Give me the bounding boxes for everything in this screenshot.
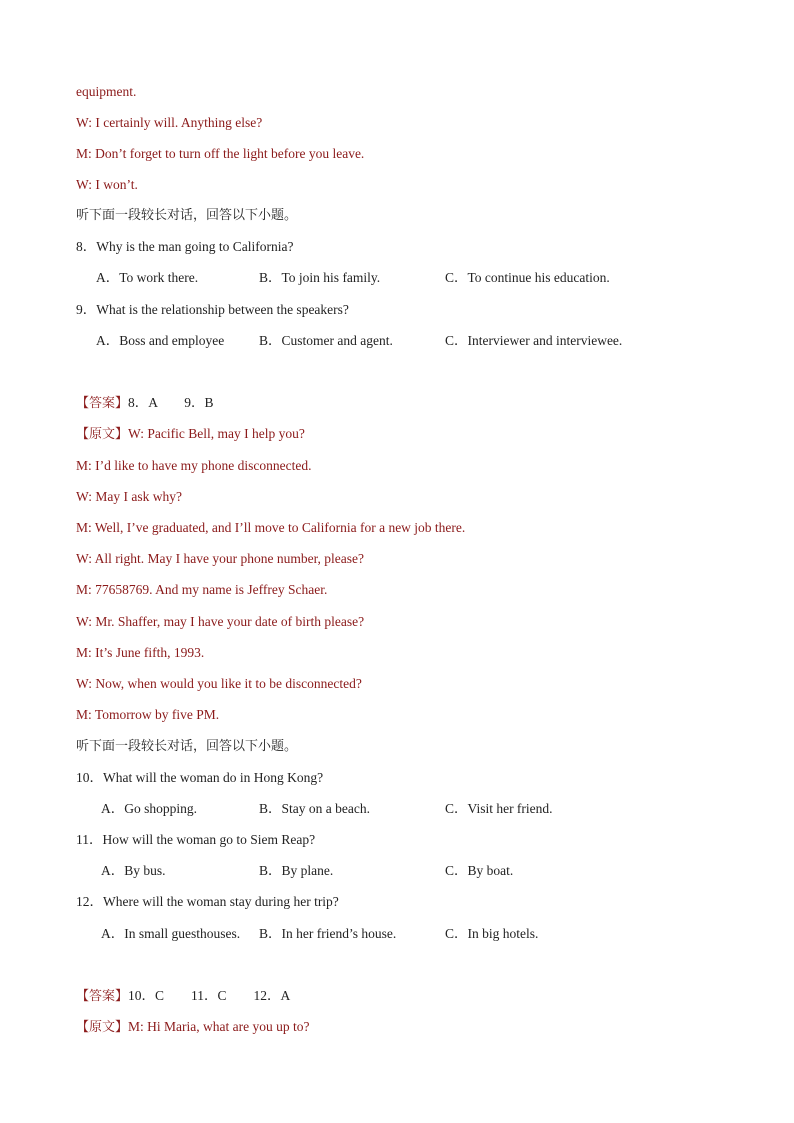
dialogue-line: W: I won’t. [76,177,138,192]
answer-line [76,987,290,1005]
dialogue-line: W: I certainly will. Anything else? [76,115,263,130]
question-stem: 10．What will the woman do in Hong Kong? [76,770,324,785]
transcript-line [76,425,305,443]
option-a: A．Go shopping. [101,801,198,816]
transcript-line: M: Tomorrow by five PM. [76,707,220,722]
option-b: B．Customer and agent. [259,333,393,348]
option-a: A．In small guesthouses. [101,926,241,941]
option-c: C．By boat. [445,863,514,878]
transcript-line [76,1018,309,1036]
option-a: A．Boss and employee [96,333,225,348]
transcript-line: W: Mr. Shaffer, may I have your date of birth please? [76,614,365,629]
transcript-text: M: Hi Maria, what are you up to? [128,1019,310,1034]
transcript-line: M: 77658769. And my name is Jeffrey Schaer. [76,582,328,597]
option-c: C．Interviewer and interviewee. [445,333,623,348]
option-b: B．In her friend’s house. [259,926,397,941]
question-stem: 12．Where will the woman stay during her trip? [76,894,339,909]
transcript-label: 【原文】 [76,1020,129,1035]
transcript-text: W: Pacific Bell, may I help you? [128,426,305,441]
question-stem: 8．Why is the man going to California? [76,239,294,254]
option-b: B．By plane. [259,863,334,878]
section-instruction: 听下面一段较长对话，回答以下小题。 [76,208,298,223]
option-b: B．Stay on a beach. [259,801,370,816]
option-c: C．Visit her friend. [445,801,553,816]
option-c: C．To continue his education. [445,270,610,285]
option-b: B．To join his family. [259,270,381,285]
dialogue-line: M: Don’t forget to turn off the light before you leave. [76,146,365,161]
question-stem: 9．What is the relationship between the speakers? [76,302,349,317]
answer-line [76,394,214,412]
option-a: A．To work there. [96,270,199,285]
option-a: A．By bus. [101,863,166,878]
transcript-line: M: I’d like to have my phone disconnected. [76,458,312,473]
transcript-label: 【原文】 [76,427,129,442]
transcript-line: W: May I ask why? [76,489,182,504]
dialogue-line: equipment. [76,84,137,99]
transcript-line: W: All right. May I have your phone number, please? [76,551,365,566]
transcript-line: W: Now, when would you like it to be disconnected? [76,676,362,691]
answer-text: 10．C 11．C 12．A [128,988,291,1003]
answer-text: 8．A 9．B [128,395,214,410]
answer-label: 【答案】 [76,396,129,411]
transcript-line: M: It’s June fifth, 1993. [76,645,205,660]
section-instruction: 听下面一段较长对话，回答以下小题。 [76,739,298,754]
answer-label: 【答案】 [76,989,129,1004]
transcript-line: M: Well, I’ve graduated, and I’ll move to California for a new job there. [76,520,466,535]
question-stem: 11．How will the woman go to Siem Reap? [76,832,316,847]
option-c: C．In big hotels. [445,926,539,941]
